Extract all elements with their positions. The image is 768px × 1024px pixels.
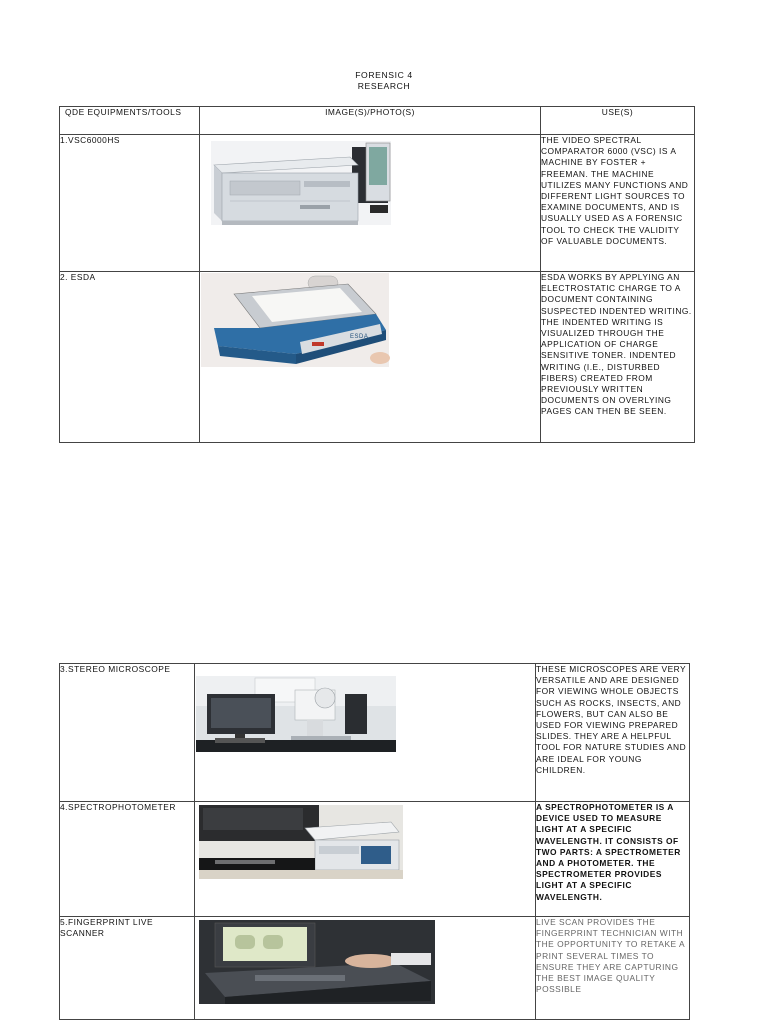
- tool-name: 4.SPECTROPHOTOMETER: [60, 802, 195, 917]
- tool-name: 3.STEREO MICROSCOPE: [60, 664, 195, 802]
- fingerprint-scanner-photo: [195, 917, 535, 1019]
- photo-cell: [195, 664, 536, 802]
- header-tools: QDE EQUIPMENTS/TOOLS: [60, 107, 200, 135]
- tool-use: THE VIDEO SPECTRAL COMPARATOR 6000 (VSC) IS A MACHINE BY FOSTER + FREEMAN. THE MACHINE UTILIZES MANY FUNCTIONS AND DIFFERENT LIGHT SOURCES TO EXAMINE DOCUMENTS, AND IS USUALLY USED AS A FORENSIC TOOL TO CHECK THE VALIDITY OF VALUABLE DOCUMENTS.: [541, 135, 695, 272]
- stereo-microscope-photo: [195, 664, 535, 801]
- tool-use: ESDA WORKS BY APPLYING AN ELECTROSTATIC CHARGE TO A DOCUMENT CONTAINING SUSPECTED INDENTED WRITING. THE INDENTED WRITING IS VISUALIZED THROUGH THE APPLICATION OF CHARGE SENSITIVE TONER. INDENTED WRITING (I.E., DISTURBED FIBERS) CREATED FROM PREVIOUSLY WRITTEN DOCUMENTS ON OVERLYING PAGES CAN THEN BE SEEN.: [541, 272, 695, 443]
- table-row: [60, 664, 690, 802]
- photo-cell: [200, 135, 541, 272]
- vsc-photo: [200, 135, 540, 271]
- title-line-2: RESEARCH: [357, 81, 411, 91]
- tool-name: 1.VSC6000HS: [60, 135, 200, 272]
- spectrophotometer-photo: [195, 802, 535, 916]
- photo-cell: [200, 272, 541, 443]
- tool-use: THESE MICROSCOPES ARE VERY VERSATILE AND ARE DESIGNED FOR VIEWING WHOLE OBJECTS SUCH AS ROCKS, INSECTS, AND FLOWERS, BUT CAN ALSO BE USED FOR VIEWING PREPARED SLIDES. THEY ARE A HELPFUL TOOL FOR NATURE STUDIES AND ARE IDEAL FOR YOUNG CHILDREN.: [536, 664, 690, 802]
- esda-photo: [200, 272, 540, 442]
- equipment-table-1: [59, 106, 695, 443]
- table-header-row: [60, 107, 695, 135]
- table-row: [60, 917, 690, 1020]
- header-uses: USE(S): [541, 107, 695, 135]
- page-title: [0, 70, 768, 92]
- equipment-table-2: [59, 663, 690, 1020]
- tool-name: 5.FINGERPRINT LIVE SCANNER: [60, 917, 195, 1020]
- title-line-1: FORENSIC 4: [355, 70, 413, 80]
- photo-cell: [195, 802, 536, 917]
- photo-cell: [195, 917, 536, 1020]
- tool-use: LIVE SCAN PROVIDES THE FINGERPRINT TECHNICIAN WITH THE OPPORTUNITY TO RETAKE A PRINT SEVERAL TIMES TO ENSURE THEY ARE CAPTURING THE BEST IMAGE QUALITY POSSIBLE: [536, 917, 690, 1020]
- table-row: [60, 802, 690, 917]
- table-row: [60, 135, 695, 272]
- tool-name: 2. ESDA: [60, 272, 200, 443]
- table-row: [60, 272, 695, 443]
- esda-device-label: ESDA: [350, 334, 369, 340]
- tool-use: A SPECTROPHOTOMETER IS A DEVICE USED TO MEASURE LIGHT AT A SPECIFIC WAVELENGTH. IT CONSISTS OF TWO PARTS: A SPECTROMETER AND A PHOTOMETER. THE SPECTROMETER PROVIDES LIGHT AT A SPECIFIC WAVELENGTH.: [536, 802, 690, 917]
- header-images: IMAGE(S)/PHOTO(S): [200, 107, 541, 135]
